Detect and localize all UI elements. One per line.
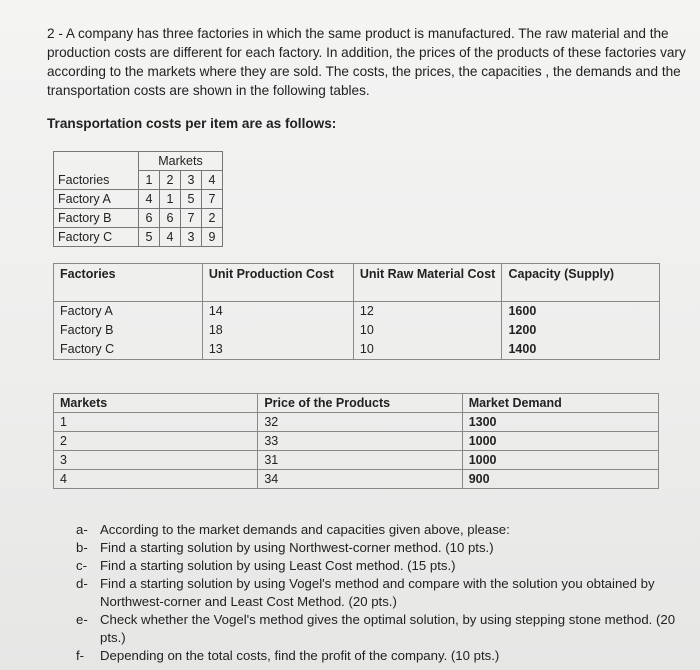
table-header-row [54, 394, 659, 413]
cost-cell: 5 [139, 228, 160, 247]
market-col-header: 4 [202, 171, 223, 190]
table-row [54, 302, 660, 360]
cost-cell: 6 [160, 209, 181, 228]
table-row [54, 451, 659, 470]
price-cell: 31 [258, 451, 462, 470]
problem-statement: 2 - A company has three factories in which the same product is manufactured. The raw material and the production costs are different for each factory. In addition, the prices of the products of these factories vary according to the markets where they are sold. The costs, the prices, the capacities , the demands and the transportation costs are shown in the following tables. [47, 26, 686, 98]
list-item [76, 611, 688, 647]
market-col-header: 2 [160, 171, 181, 190]
cost-cell: 4 [160, 228, 181, 247]
table-row [54, 413, 659, 432]
market-cell: 4 [54, 470, 258, 489]
table-cell-empty [54, 152, 139, 171]
factories-header: Factories [54, 171, 139, 190]
column-header: Unit Production Cost [202, 264, 353, 302]
production-cost-value: 18 [208, 323, 223, 337]
question-text: According to the market demands and capacities given above, please: [100, 522, 510, 537]
transport-costs-table [53, 151, 223, 247]
raw-cost-value: 12 [359, 304, 374, 318]
table-row [54, 228, 223, 247]
production-cost-value: 14 [208, 304, 223, 318]
table-row [54, 171, 223, 190]
price-cell: 33 [258, 432, 462, 451]
question-text: Find a starting solution by using Least Cost method. (15 pts.) [100, 558, 456, 573]
table-header-row [54, 264, 660, 302]
demand-cell: 1300 [462, 413, 658, 432]
list-item [76, 647, 688, 665]
production-cost-value: 13 [208, 342, 223, 356]
factory-cell [54, 302, 203, 360]
markets-header: Markets [139, 152, 223, 171]
question-text: Depending on the total costs, find the profit of the company. (10 pts.) [100, 648, 500, 663]
list-item [76, 539, 688, 557]
question-label: c- [76, 558, 87, 573]
cost-cell: 7 [202, 190, 223, 209]
capacity-cell [502, 302, 660, 360]
table-row [54, 432, 659, 451]
production-cost-cell [202, 302, 353, 360]
column-header: Markets [54, 394, 258, 413]
market-col-header: 3 [181, 171, 202, 190]
question-label: d- [76, 576, 88, 591]
raw-cost-value: 10 [359, 342, 374, 356]
capacity-value: 1400 [508, 342, 537, 356]
capacity-value: 1200 [508, 323, 537, 337]
market-cell: 3 [54, 451, 258, 470]
raw-cost-value: 10 [359, 323, 374, 337]
cost-cell: 1 [160, 190, 181, 209]
column-header: Unit Raw Material Cost [353, 264, 502, 302]
questions-list [76, 521, 688, 665]
question-label: a- [76, 522, 88, 537]
question-text: Check whether the Vogel's method gives the optimal solution, by using stepping stone method. (20 pts.) [100, 612, 676, 645]
column-header: Factories [54, 264, 203, 302]
production-costs-table [53, 263, 660, 360]
table-row [54, 209, 223, 228]
question-label: b- [76, 540, 88, 555]
cost-cell: 4 [139, 190, 160, 209]
cost-cell: 2 [202, 209, 223, 228]
cost-cell: 6 [139, 209, 160, 228]
column-header: Market Demand [462, 394, 658, 413]
markets-table [53, 393, 659, 489]
market-cell: 1 [54, 413, 258, 432]
demand-cell: 900 [462, 470, 658, 489]
demand-cell: 1000 [462, 432, 658, 451]
column-header: Price of the Products [258, 394, 462, 413]
question-label: f- [76, 648, 85, 663]
question-text: Find a starting solution by using Northwest-corner method. (10 pts.) [100, 540, 494, 555]
cost-cell: 7 [181, 209, 202, 228]
demand-cell: 1000 [462, 451, 658, 470]
table-row [54, 470, 659, 489]
factory-name: Factory C [60, 342, 115, 356]
list-item [76, 557, 688, 575]
list-item [76, 575, 688, 611]
list-item [76, 521, 688, 539]
price-cell: 32 [258, 413, 462, 432]
cost-cell: 9 [202, 228, 223, 247]
factory-name: Factory A [54, 190, 139, 209]
factory-name: Factory C [54, 228, 139, 247]
question-label: e- [76, 612, 88, 627]
market-cell: 2 [54, 432, 258, 451]
capacity-value: 1600 [508, 304, 537, 318]
transport-costs-title: Transportation costs per item are as follows: [47, 116, 337, 131]
factory-name: Factory B [54, 209, 139, 228]
table-row [54, 152, 223, 171]
market-col-header: 1 [139, 171, 160, 190]
question-text: Find a starting solution by using Vogel's method and compare with the solution you obtained by Northwest-corner and Least Cost Method. (20 pts.) [100, 576, 655, 609]
cost-cell: 3 [181, 228, 202, 247]
factory-name: Factory B [60, 323, 114, 337]
factory-name: Factory A [60, 304, 113, 318]
cost-cell: 5 [181, 190, 202, 209]
column-header: Capacity (Supply) [502, 264, 660, 302]
table-row [54, 190, 223, 209]
price-cell: 34 [258, 470, 462, 489]
raw-cost-cell [353, 302, 502, 360]
